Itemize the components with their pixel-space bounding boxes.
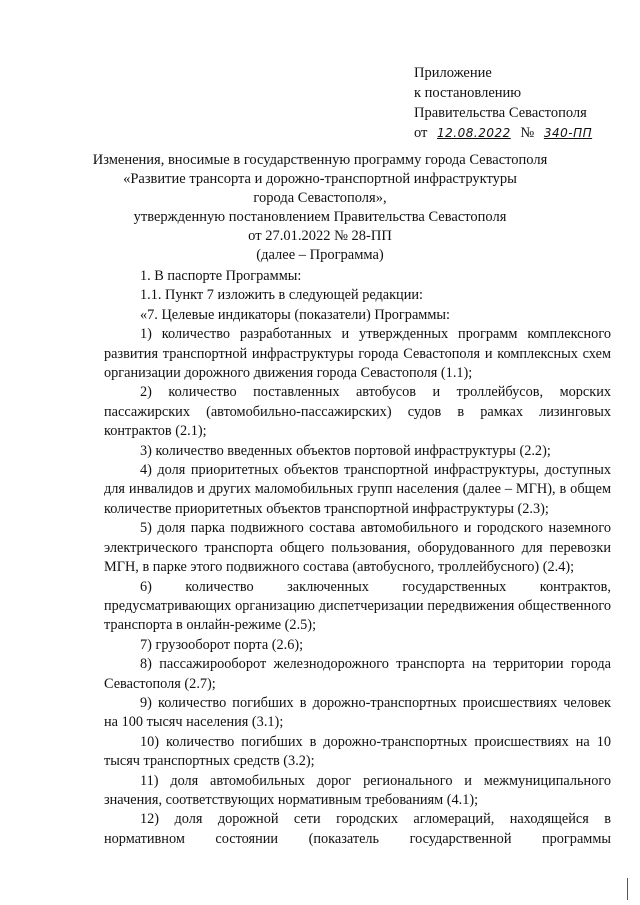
title-line-6: (далее – Программа)	[256, 247, 384, 263]
paragraph: 11) доля автомобильных дорог регионального и межмуниципального значения, соответствующих нормативным требованиям (4.1);	[104, 772, 611, 808]
paragraph: 8) пассажирооборот железнодорожного транспорта на территории города Севастополя (2.7);	[104, 656, 611, 692]
paragraph: 6) количество заключенных государственных контрактов, предусматривающих организацию диспетчеризации передвижения общественного транспорта в онлайн-режиме (2.5);	[104, 578, 611, 634]
date-prefix: от	[414, 125, 428, 141]
paragraph: 1. В паспорте Программы:	[140, 268, 302, 284]
document-body	[104, 267, 611, 849]
number-prefix: №	[520, 125, 535, 141]
title-line-3: города Севастополя»,	[253, 190, 387, 206]
title-line-5: от 27.01.2022 № 28-ПП	[248, 228, 392, 244]
appendix-line-1: Приложение	[414, 65, 492, 81]
title-line-1: Изменения, вносимые в государственную программу города Севастополя	[92, 152, 548, 168]
handwritten-number: 340-ПП	[543, 126, 593, 140]
appendix-block	[414, 63, 598, 143]
paragraph: 1.1. Пункт 7 изложить в следующей редакции:	[140, 287, 423, 304]
paragraph: 5) доля парка подвижного состава автомобильного и городского наземного электрического транспорта общего пользования, оборудованного для перевозки МГН, в парке этого подвижного состава (автобусного, троллейбусного) (2.4);	[104, 520, 611, 576]
document-title	[90, 151, 550, 265]
paragraph: 3) количество введенных объектов портовой инфраструктуры (2.2);	[140, 442, 551, 459]
handwritten-date: 12.08.2022	[437, 126, 511, 140]
paragraph: 9) количество погибших в дорожно-транспортных происшествиях человек на 100 тысяч населения (3.1);	[104, 694, 611, 731]
page-edge-mark	[627, 878, 628, 900]
appendix-date-line	[414, 123, 598, 143]
appendix-line-3: Правительства Севастополя	[414, 105, 587, 121]
title-line-4: утвержденную постановлением Правительства Севастополя	[133, 209, 507, 225]
paragraph: 2) количество поставленных автобусов и троллейбусов, морских пассажирских (автомобильно-пассажирских) судов в рамках лизинговых контрактов (2.1);	[104, 384, 611, 440]
paragraph: 7) грузооборот порта (2.6);	[140, 636, 304, 653]
paragraph: 12) доля дорожной сети городских агломераций, находящейся в нормативном состоянии (показатель государственной программы	[104, 811, 611, 847]
paragraph: 10) количество погибших в дорожно-транспортных происшествиях на 10 тысяч транспортных средств (3.2);	[104, 733, 611, 770]
paragraph: 1) количество разработанных и утвержденных программ комплексного развития транспортной инфраструктуры города Севастополя и комплексных схем организации дорожного движения города Севастополя (1.1);	[104, 326, 611, 382]
paragraph: «7. Целевые индикаторы (показатели) Программы:	[140, 306, 450, 323]
title-line-2: «Развитие трансорта и дорожно-транспортной инфраструктуры	[123, 171, 517, 187]
paragraph: 4) доля приоритетных объектов транспортной инфраструктуры, доступных для инвалидов и других маломобильных групп населения (далее – МГН), в общем количестве приоритетных объектов транспортной инфраструктуры (2.3);	[104, 462, 611, 517]
appendix-line-2: к постановлению	[414, 85, 522, 101]
